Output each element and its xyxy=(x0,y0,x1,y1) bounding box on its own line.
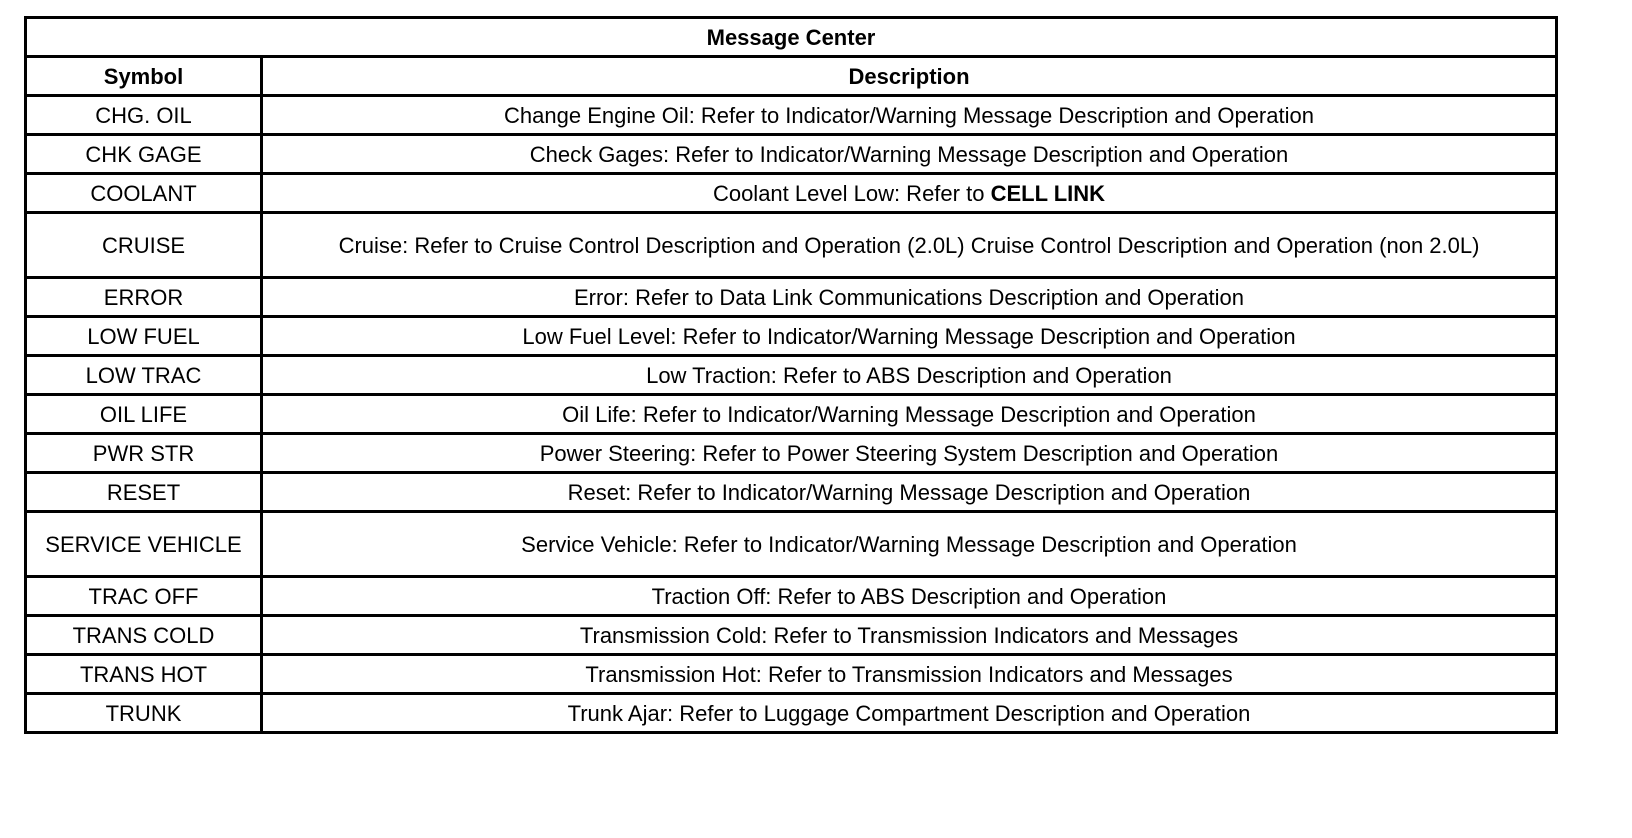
description-cell: Check Gages: Refer to Indicator/Warning Message Description and Operation xyxy=(262,135,1557,174)
symbol-cell: SERVICE VEHICLE xyxy=(26,512,262,577)
table-row xyxy=(26,96,1557,135)
table-row xyxy=(26,616,1557,655)
symbol-cell: TRAC OFF xyxy=(26,577,262,616)
description-cell: Transmission Cold: Refer to Transmission Indicators and Messages xyxy=(262,616,1557,655)
symbol-cell: LOW TRAC xyxy=(26,356,262,395)
symbol-cell: CHG. OIL xyxy=(26,96,262,135)
symbol-cell: OIL LIFE xyxy=(26,395,262,434)
symbol-cell: ERROR xyxy=(26,278,262,317)
description-cell: Cruise: Refer to Cruise Control Description and Operation (2.0L) Cruise Control Description and Operation (non 2.0L) xyxy=(262,213,1557,278)
description-cell: Change Engine Oil: Refer to Indicator/Warning Message Description and Operation xyxy=(262,96,1557,135)
table-row xyxy=(26,434,1557,473)
table-title-row xyxy=(26,18,1557,57)
description-cell: Power Steering: Refer to Power Steering System Description and Operation xyxy=(262,434,1557,473)
description-cell: Low Traction: Refer to ABS Description and Operation xyxy=(262,356,1557,395)
table-header-row xyxy=(26,57,1557,96)
symbol-cell: TRANS COLD xyxy=(26,616,262,655)
description-cell: Trunk Ajar: Refer to Luggage Compartment Description and Operation xyxy=(262,694,1557,733)
table-row xyxy=(26,512,1557,577)
description-cell: Transmission Hot: Refer to Transmission Indicators and Messages xyxy=(262,655,1557,694)
description-cell: Low Fuel Level: Refer to Indicator/Warning Message Description and Operation xyxy=(262,317,1557,356)
description-cell xyxy=(262,174,1557,213)
table-row xyxy=(26,278,1557,317)
symbol-cell: TRANS HOT xyxy=(26,655,262,694)
table-row xyxy=(26,213,1557,278)
description-cell: Service Vehicle: Refer to Indicator/Warning Message Description and Operation xyxy=(262,512,1557,577)
table-row xyxy=(26,395,1557,434)
table-row xyxy=(26,356,1557,395)
table-row xyxy=(26,473,1557,512)
table-row xyxy=(26,577,1557,616)
cell-link[interactable]: CELL LINK xyxy=(990,180,1106,206)
column-header-description: Description xyxy=(262,57,1557,96)
description-text: Coolant Level Low: Refer to xyxy=(712,180,991,206)
symbol-cell: LOW FUEL xyxy=(26,317,262,356)
symbol-cell: COOLANT xyxy=(26,174,262,213)
table-row xyxy=(26,317,1557,356)
description-cell: Traction Off: Refer to ABS Description and Operation xyxy=(262,577,1557,616)
symbol-cell: CHK GAGE xyxy=(26,135,262,174)
table-row xyxy=(26,694,1557,733)
symbol-cell: TRUNK xyxy=(26,694,262,733)
table-row xyxy=(26,174,1557,213)
description-cell: Error: Refer to Data Link Communications Description and Operation xyxy=(262,278,1557,317)
description-cell: Oil Life: Refer to Indicator/Warning Message Description and Operation xyxy=(262,395,1557,434)
description-cell: Reset: Refer to Indicator/Warning Message Description and Operation xyxy=(262,473,1557,512)
message-center-table xyxy=(24,16,1558,734)
symbol-cell: PWR STR xyxy=(26,434,262,473)
table-row xyxy=(26,135,1557,174)
message-center-table-container xyxy=(24,16,1555,734)
symbol-cell: CRUISE xyxy=(26,213,262,278)
table-row xyxy=(26,655,1557,694)
column-header-symbol: Symbol xyxy=(26,57,262,96)
table-title: Message Center xyxy=(26,18,1557,57)
symbol-cell: RESET xyxy=(26,473,262,512)
